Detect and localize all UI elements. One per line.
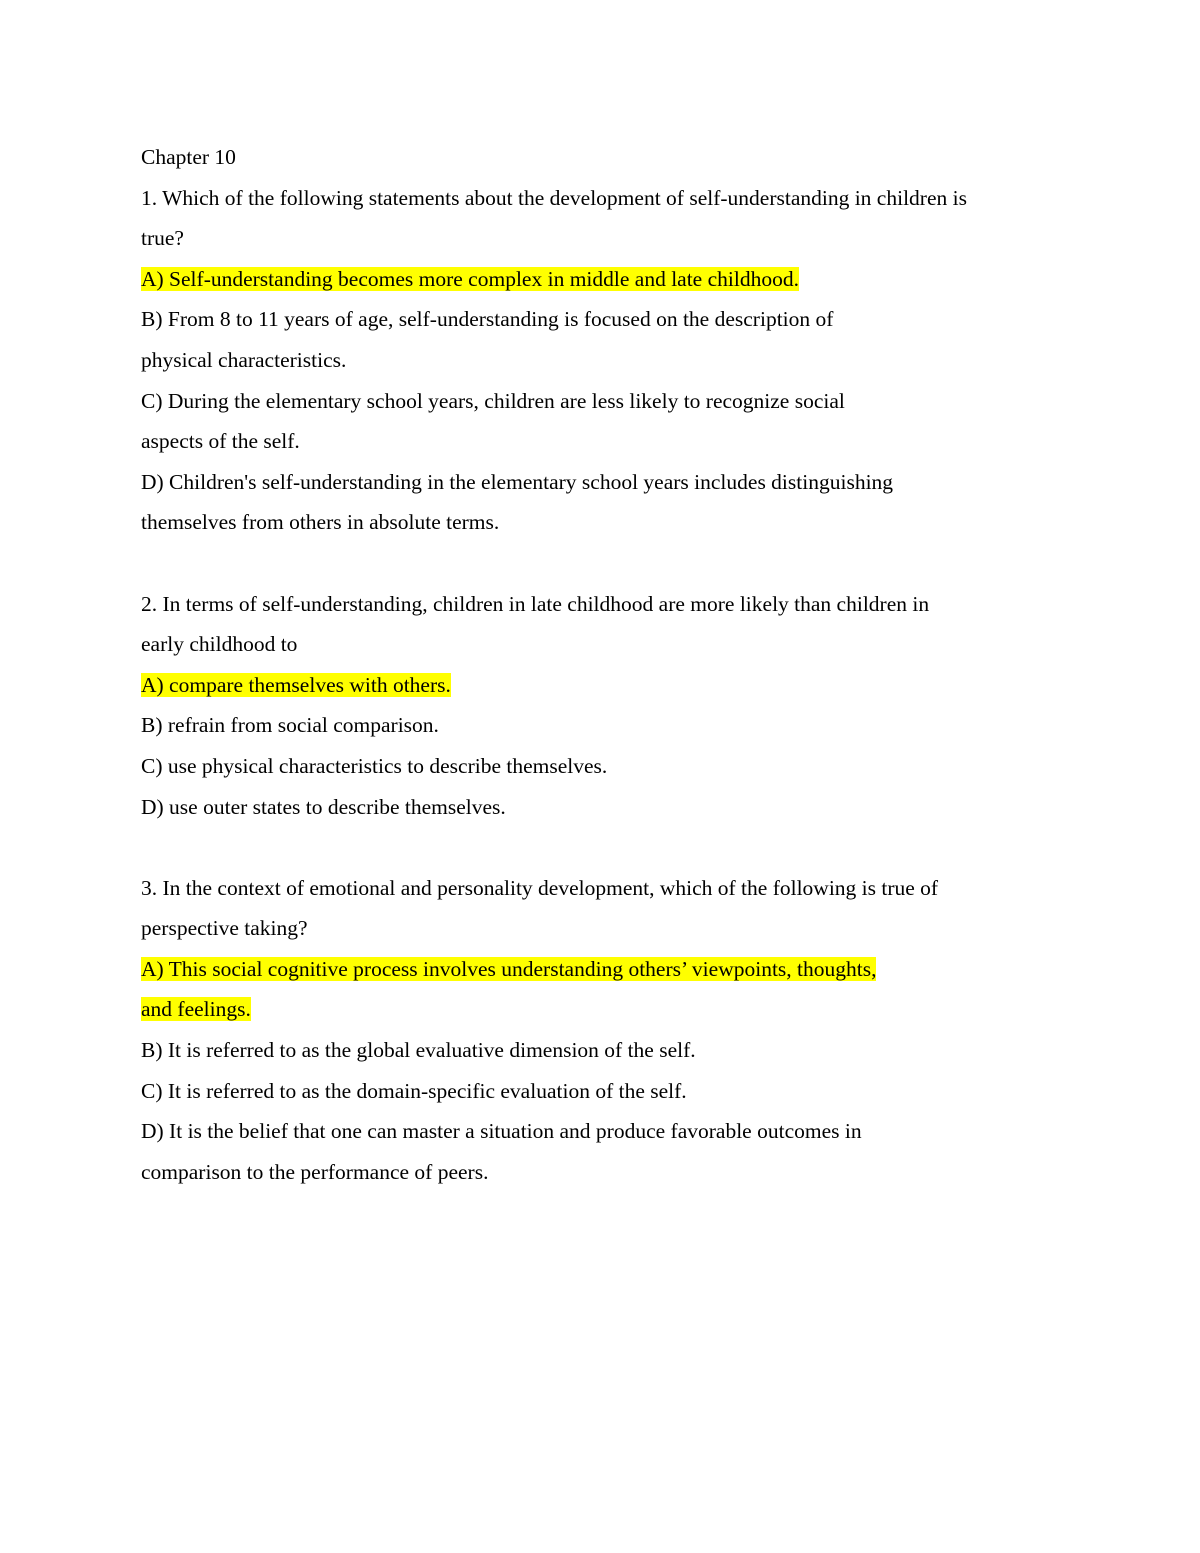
- question-3-option-d-line-2: comparison to the performance of peers.: [141, 1159, 489, 1184]
- question-3-option-a-line-2: [141, 989, 1101, 1030]
- question-1-option-b-line-2: physical characteristics.: [141, 347, 347, 372]
- question-1-option-c-line-2: aspects of the self.: [141, 429, 300, 454]
- question-3: [141, 868, 1101, 1193]
- question-1-option-d-line-2: themselves from others in absolute terms.: [141, 510, 500, 535]
- question-3-option-b: B) It is referred to as the global evaluative dimension of the self.: [141, 1038, 696, 1063]
- paragraph-spacer: [141, 827, 1101, 868]
- question-2-option-d: D) use outer states to describe themselves.: [141, 794, 506, 819]
- question-1-option-c-line-1: C) During the elementary school years, children are less likely to recognize social: [141, 388, 845, 413]
- question-1: [141, 178, 1101, 543]
- question-1-stem-line-2: true?: [141, 226, 184, 251]
- question-2: [141, 584, 1101, 828]
- document-body: [141, 137, 1101, 1192]
- question-2-option-a: [141, 665, 1101, 706]
- paragraph-spacer: [141, 543, 1101, 584]
- chapter-title: Chapter 10: [141, 145, 236, 169]
- question-1-stem-line-1: 1. Which of the following statements about the development of self-understanding in children is: [141, 185, 967, 210]
- question-1-option-a: [141, 259, 1101, 300]
- question-3-option-c: C) It is referred to as the domain-specific evaluation of the self.: [141, 1078, 687, 1103]
- answer-highlight: A) Self-understanding becomes more complex in middle and late childhood.: [141, 266, 799, 291]
- answer-highlight: A) compare themselves with others.: [141, 672, 451, 697]
- question-2-option-b: B) refrain from social comparison.: [141, 713, 439, 738]
- question-2-stem-line-1: 2. In terms of self-understanding, children in late childhood are more likely than children in: [141, 591, 930, 616]
- answer-highlight: and feelings.: [141, 997, 251, 1022]
- question-1-option-b-line-1: B) From 8 to 11 years of age, self-understanding is focused on the description of: [141, 307, 834, 332]
- question-3-stem-line-2: perspective taking?: [141, 916, 308, 941]
- answer-highlight: A) This social cognitive process involves understanding others’ viewpoints, thoughts,: [141, 956, 877, 981]
- question-3-option-a-line-1: [141, 949, 1101, 990]
- question-2-stem-line-2: early childhood to: [141, 632, 298, 657]
- question-3-option-d-line-1: D) It is the belief that one can master a situation and produce favorable outcomes in: [141, 1119, 862, 1144]
- question-1-option-d-line-1: D) Children's self-understanding in the elementary school years includes distinguishing: [141, 469, 894, 494]
- question-3-stem-line-1: 3. In the context of emotional and personality development, which of the following is true of: [141, 875, 939, 900]
- question-2-option-c: C) use physical characteristics to describe themselves.: [141, 753, 608, 778]
